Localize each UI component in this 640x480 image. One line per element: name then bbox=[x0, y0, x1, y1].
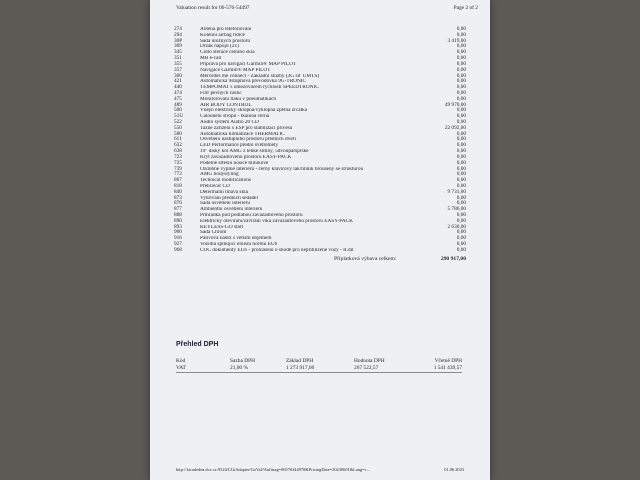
equipment-price: 0,00 bbox=[456, 89, 466, 96]
equipment-code: 360 bbox=[174, 72, 182, 79]
equipment-description: Přehrávač CD bbox=[200, 183, 230, 189]
footer-url: http://facadeden.dcx.cz:9524/CGiAdapter/GoVal?Aufttrag=06576344978&PricingDate=20230601&Lang=c... bbox=[176, 467, 370, 472]
equipment-description: Technical modifications bbox=[200, 178, 251, 184]
equipment-price: 0,00 bbox=[456, 177, 466, 184]
equipment-code: 550 bbox=[174, 124, 182, 131]
equipment-code: 475 bbox=[174, 95, 182, 102]
equipment-price: 0,00 bbox=[456, 130, 466, 137]
equipment-description: Vyhřívání předních sedadel bbox=[200, 195, 258, 201]
equipment-description: Čidlo stěrače čelního skla bbox=[200, 50, 255, 56]
equipment-description: Příprava pro navigaci Garmin® MAP PILOT bbox=[200, 61, 297, 67]
equipment-description: Přihrádka pod podlahou zavazadlového prostoru bbox=[200, 213, 303, 218]
vat-amount: 267 522,57 bbox=[354, 365, 379, 371]
total-value: 290 917,00 bbox=[440, 255, 466, 262]
equipment-code: 351 bbox=[174, 55, 182, 62]
equipment-price: 0,00 bbox=[456, 212, 466, 218]
equipment-description: Kolenní airbag řidiče bbox=[200, 32, 246, 38]
equipment-description: Automatická 9stupňová převodovka 9G-TRONIC bbox=[200, 79, 307, 85]
equipment-description: Mercedes me connect - Základní služby (3G síť UMTS) bbox=[200, 73, 320, 79]
equipment-price: 0,00 bbox=[456, 107, 466, 114]
equipment-code: 345 bbox=[174, 49, 182, 56]
equipment-code: 500 bbox=[174, 107, 182, 114]
equipment-description: AIR BODY CONTROL bbox=[200, 102, 252, 108]
vat-header-base: Základ DPH bbox=[286, 358, 314, 364]
equipment-description: Navigace Garmin® MAP PILOT bbox=[200, 67, 271, 73]
equipment-description: Audio systém Audio 20 CD bbox=[200, 120, 259, 125]
equipment-description: Sada úložných prostorů bbox=[200, 38, 251, 44]
equipment-code: 873 bbox=[174, 194, 182, 201]
vat-section-title: Přehled DPH bbox=[176, 341, 219, 348]
equipment-price: 0,00 bbox=[456, 165, 466, 172]
equipment-price: 0,00 bbox=[456, 217, 466, 224]
vat-header-amount: Hodnota DPH bbox=[354, 358, 385, 364]
equipment-price: 2 630,00 bbox=[447, 223, 466, 230]
equipment-price: 0,00 bbox=[456, 194, 466, 201]
equipment-price: 0,00 bbox=[456, 200, 466, 207]
equipment-price: 0,00 bbox=[456, 246, 466, 253]
equipment-price: 0,00 bbox=[456, 55, 466, 62]
equipment-price: 0,00 bbox=[456, 229, 466, 236]
equipment-code: 890 bbox=[174, 217, 182, 224]
document-page bbox=[150, 0, 490, 480]
equipment-code: 522 bbox=[174, 119, 182, 125]
equipment-price: 0,00 bbox=[456, 171, 466, 178]
equipment-code: 638 bbox=[174, 148, 182, 155]
equipment-code: 877 bbox=[174, 206, 182, 213]
equipment-price: 22 092,00 bbox=[444, 124, 466, 131]
footer-date: 01.06.2023 bbox=[444, 467, 464, 472]
equipment-code: 772 bbox=[174, 171, 182, 178]
vat-base: 1 273 917,00 bbox=[286, 365, 315, 371]
equipment-description: LED Performance přední světlomety bbox=[200, 143, 279, 149]
equipment-price: 0,00 bbox=[456, 78, 466, 85]
equipment-description: Determální tmavá skla bbox=[200, 189, 248, 195]
equipment-description: Vozidla splňující emisní normu EU6 bbox=[200, 242, 278, 248]
equipment-price: 49 970,00 bbox=[444, 101, 466, 108]
equipment-price: 0,00 bbox=[456, 43, 466, 50]
equipment-description: Držák nápojů (2x) bbox=[200, 44, 239, 50]
equipment-description: Podélné střešní nosiče hliníkové bbox=[200, 160, 269, 166]
equipment-price: 0,00 bbox=[456, 49, 466, 56]
equipment-price: 0,00 bbox=[456, 31, 466, 38]
equipment-description: TEMPOMAT s omezovačem rychlosti SPEEDTRONIC bbox=[200, 85, 319, 91]
equipment-price: 0,00 bbox=[456, 95, 466, 102]
equipment-price: 0,00 bbox=[456, 159, 466, 166]
equipment-description: Sada osvětlení interiéru bbox=[200, 201, 251, 207]
equipment-price: 0,00 bbox=[456, 235, 466, 242]
equipment-description: 19" disky kol AMG z lehké slitiny, 5dvouparsprské bbox=[200, 149, 309, 155]
equipment-price: 0,00 bbox=[456, 84, 466, 91]
page-number: Page 2 of 2 bbox=[453, 5, 478, 11]
equipment-code: 900 bbox=[174, 229, 182, 236]
equipment-code: 357 bbox=[174, 66, 182, 73]
equipment-description: AMG bodystyling bbox=[200, 172, 239, 178]
equipment-code: 723 bbox=[174, 153, 182, 160]
equipment-price: 5 786,00 bbox=[447, 206, 466, 213]
equipment-code: 51U bbox=[174, 113, 184, 120]
equipment-price: 0,00 bbox=[456, 182, 466, 189]
equipment-code: 888 bbox=[174, 212, 182, 218]
equipment-code: 893 bbox=[174, 223, 182, 230]
equipment-code: 876 bbox=[174, 200, 182, 207]
equipment-code: 725 bbox=[174, 159, 182, 166]
equipment-code: 916 bbox=[174, 235, 182, 242]
equipment-code: 840 bbox=[174, 188, 182, 195]
equipment-price: 9 731,00 bbox=[447, 188, 466, 195]
vat-header-total: Včetně DPH bbox=[434, 358, 462, 364]
equipment-description: Ozdobné výplně interiéru - černý klavírový lak/hliník broušený se strukturou bbox=[200, 166, 364, 172]
equipment-description: Vnější elektricky sklopná/výklopná zpětná zrcátka bbox=[200, 108, 308, 114]
equipment-description: Anténa pro telefonování bbox=[200, 27, 252, 32]
vat-code: VAT bbox=[176, 365, 186, 371]
equipment-description: Automatická klimatizace THERMATIC bbox=[200, 131, 285, 137]
equipment-description: Kryt zavazadlového prostoru EASY-PACK bbox=[200, 154, 292, 160]
equipment-description: Palivová nádrž s větším objemem bbox=[200, 236, 272, 242]
equipment-price: 0,00 bbox=[456, 72, 466, 79]
equipment-price: 0,00 bbox=[456, 113, 466, 120]
valuation-header: Valuation result for 06-576-54497 bbox=[176, 5, 250, 11]
equipment-code: 968 bbox=[174, 246, 182, 253]
equipment-code: 474 bbox=[174, 89, 182, 96]
equipment-list bbox=[174, 27, 466, 263]
equipment-code: 632 bbox=[174, 142, 182, 149]
equipment-code: 421 bbox=[174, 78, 182, 85]
equipment-price: 3 419,00 bbox=[447, 37, 466, 44]
vat-header-rate: Sazba DPH bbox=[230, 358, 256, 364]
equipment-code: 440 bbox=[174, 84, 182, 91]
equipment-code: 274 bbox=[174, 26, 182, 32]
vat-rate: 21,00 % bbox=[230, 365, 248, 371]
equipment-description: Tažné zařízení s ESP pro stabilizaci přívěsu bbox=[200, 125, 293, 131]
equipment-description: COC dokumenty EU6 - prohlášení o shodě pro nepříbližené vozy - II.díl bbox=[200, 247, 354, 253]
equipment-price: 0,00 bbox=[456, 241, 466, 248]
equipment-code: 611 bbox=[174, 136, 182, 143]
equipment-code: 739 bbox=[174, 165, 182, 172]
equipment-description: Osvětlení nástupního prostoru předních dveří bbox=[200, 137, 296, 143]
equipment-price: 0,00 bbox=[456, 119, 466, 125]
equipment-description: Monitorování tlaku v pneumatikách bbox=[200, 96, 277, 102]
equipment-row bbox=[174, 248, 466, 254]
equipment-code: 489 bbox=[174, 101, 182, 108]
equipment-description: KEYLESS-GO start bbox=[200, 224, 244, 230]
equipment-description: Ambientní osvětlení interiéru bbox=[200, 207, 263, 213]
equipment-price: 0,00 bbox=[456, 148, 466, 155]
equipment-code: 580 bbox=[174, 130, 182, 137]
equipment-price: 0,00 bbox=[456, 153, 466, 160]
equipment-price: 0,00 bbox=[456, 60, 466, 67]
vat-header-code: Kód bbox=[176, 358, 186, 364]
equipment-description: Sada Chrom bbox=[200, 230, 227, 236]
equipment-price: 0,00 bbox=[456, 66, 466, 73]
equipment-description: MB e-call bbox=[200, 56, 222, 62]
equipment-price: 0,00 bbox=[456, 26, 466, 32]
vat-divider bbox=[176, 372, 462, 373]
equipment-description: Čalounění stropu - tkanina černá bbox=[200, 114, 270, 120]
equipment-code: 818 bbox=[174, 182, 182, 189]
total-label: Příplatková výbava celkem: bbox=[334, 255, 397, 262]
equipment-code: 309 bbox=[174, 43, 182, 50]
total-line bbox=[174, 255, 466, 263]
equipment-description: Elektricky otevírání/zavírání víka zavazadlového prostoru EASY-PACK bbox=[200, 218, 353, 224]
equipment-code: 30P bbox=[174, 37, 183, 44]
equipment-code: 807 bbox=[174, 177, 182, 184]
equipment-price: 0,00 bbox=[456, 136, 466, 143]
equipment-code: 355 bbox=[174, 60, 182, 67]
equipment-code: 294 bbox=[174, 31, 182, 38]
vat-total: 1 541 439,57 bbox=[433, 365, 462, 371]
equipment-description: Filtr pevných částic bbox=[200, 90, 242, 96]
equipment-price: 0,00 bbox=[456, 142, 466, 149]
equipment-code: 927 bbox=[174, 241, 182, 248]
